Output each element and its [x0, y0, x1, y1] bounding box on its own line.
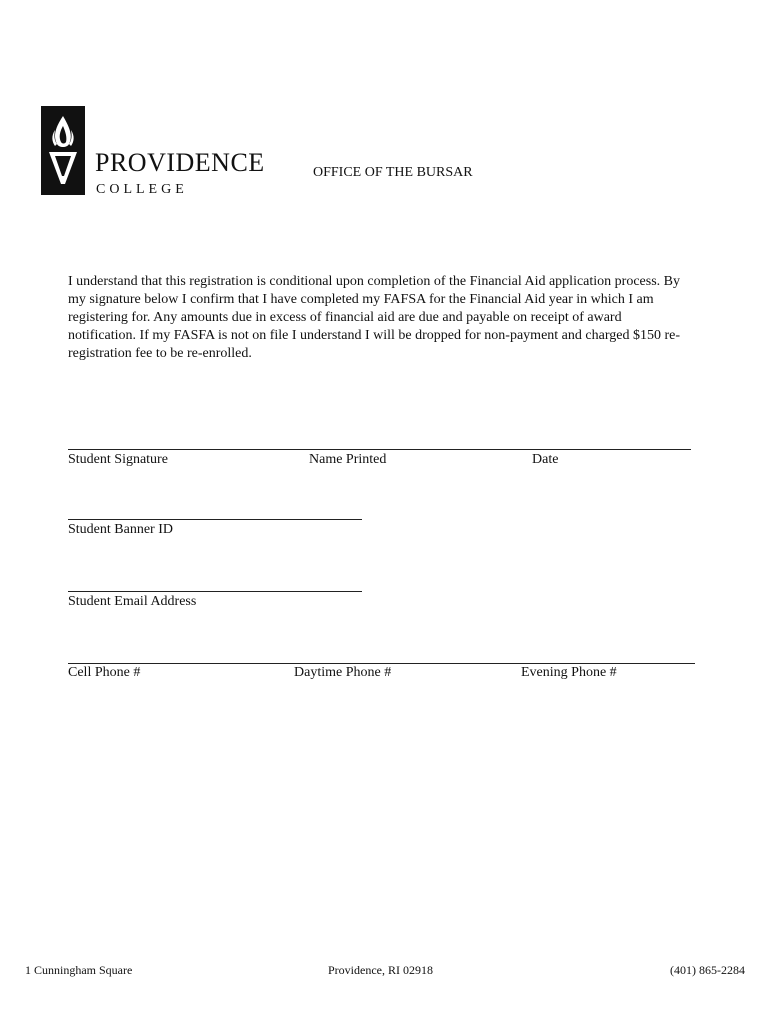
footer-city: Providence, RI 02918 — [328, 963, 433, 977]
torch-flame-icon — [41, 106, 85, 195]
email-label: Student Email Address — [68, 594, 197, 609]
cell-phone-label: Cell Phone # — [68, 665, 141, 680]
footer-address: 1 Cunningham Square — [25, 963, 133, 977]
phone-line[interactable] — [68, 663, 695, 664]
date-label: Date — [532, 452, 559, 467]
logo-subname: COLLEGE — [96, 182, 188, 197]
email-line[interactable] — [68, 591, 362, 592]
agreement-paragraph: I understand that this registration is conditional upon completion of the Financial Aid application process. By my signature below I confirm that I have completed my FAFSA for the Financial Aid year in which I am registering for. Any amounts due in excess of financial aid are due and payable on receipt of award notification. If my FASFA is not on file I understand I will be dropped for non-payment and charged $150 re-registration fee to be re-enrolled. — [68, 274, 680, 361]
logo-name: PROVIDENCE — [95, 148, 265, 177]
daytime-phone-label: Daytime Phone # — [294, 665, 392, 680]
signature-line[interactable] — [68, 449, 691, 450]
name-printed-label: Name Printed — [309, 452, 387, 467]
evening-phone-label: Evening Phone # — [521, 665, 617, 680]
student-signature-label: Student Signature — [68, 452, 168, 467]
banner-id-line[interactable] — [68, 519, 362, 520]
banner-id-label: Student Banner ID — [68, 522, 173, 537]
college-logo — [41, 106, 265, 198]
office-title: OFFICE OF THE BURSAR — [313, 165, 473, 180]
footer-phone: (401) 865-2284 — [670, 963, 745, 977]
